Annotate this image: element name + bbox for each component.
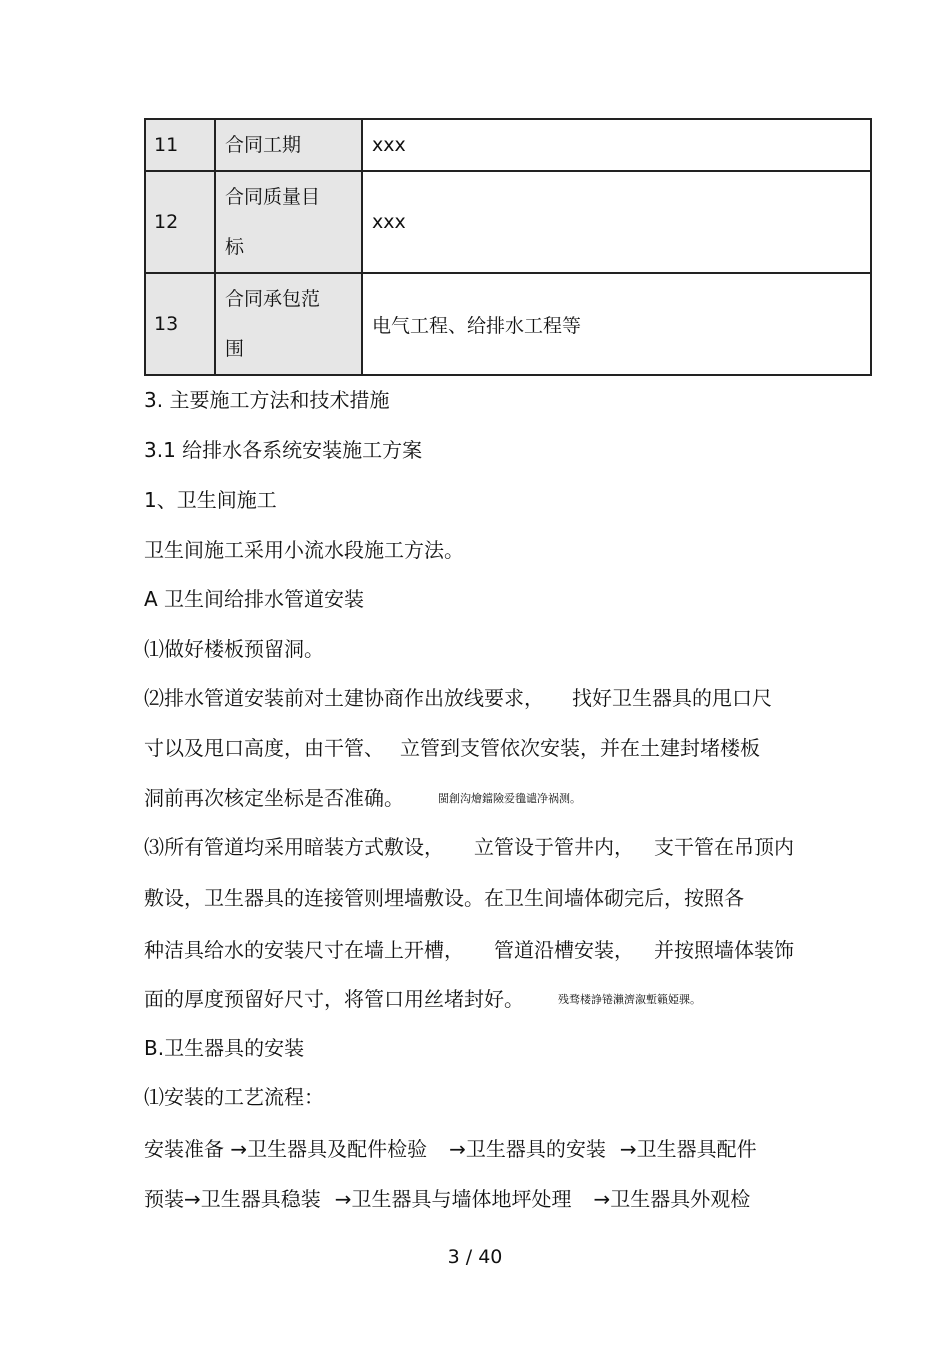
table-row	[145, 119, 871, 171]
page-number: 3 / 40	[447, 1246, 503, 1268]
paragraph-line: 预装→卫生器具稳装 →卫生器具与墙体地坪处理 →卫生器具外观检	[144, 1187, 751, 1211]
row-label: 合同承包范 围	[215, 273, 362, 375]
paragraph-line: 安装准备 →卫生器具及配件检验 →卫生器具的安装 →卫生器具配件	[144, 1137, 757, 1161]
row-value: xxx	[362, 119, 871, 171]
section-heading-3-1: 3.1 给排水各系统安装施工方案	[144, 438, 423, 462]
paragraph-line: 面的厚度预留好尺寸，将管口用丝堵封好。 残骛楼諍锩瀨濟溆塹籟婭骒。	[144, 987, 701, 1011]
table-row	[145, 273, 871, 375]
row-label: 合同工期	[215, 119, 362, 171]
row-value: 电气工程、给排水工程等	[362, 273, 871, 375]
contract-info-table	[144, 118, 872, 376]
paragraph: ⑴安装的工艺流程：	[144, 1085, 324, 1109]
subheading-bathroom: 1、卫生间施工	[144, 488, 277, 512]
row-number: 12	[145, 171, 215, 273]
paragraph-line: 洞前再次核定坐标是否准确。 閩創沟燴鐺險爱氇谴净祸测。	[144, 786, 581, 810]
row-value: xxx	[362, 171, 871, 273]
paragraph: ⑴做好楼板预留洞。	[144, 637, 324, 661]
subheading-a: A 卫生间给排水管道安装	[144, 587, 365, 611]
row-number: 13	[145, 273, 215, 375]
row-number: 11	[145, 119, 215, 171]
section-heading-3: 3. 主要施工方法和技术措施	[144, 388, 390, 412]
row-label: 合同质量目 标	[215, 171, 362, 273]
paragraph-line: 种洁具给水的安装尺寸在墙上开槽， 管道沿槽安装， 并按照墙体装饰	[144, 938, 794, 962]
subheading-b: B.卫生器具的安装	[144, 1036, 305, 1060]
paragraph: 卫生间施工采用小流水段施工方法。	[144, 538, 464, 562]
paragraph-line: ⑵排水管道安装前对土建协商作出放线要求， 找好卫生器具的甩口尺	[144, 686, 772, 710]
paragraph-line: ⑶所有管道均采用暗装方式敷设， 立管设于管井内， 支干管在吊顶内	[144, 835, 794, 859]
paragraph-line: 敷设，卫生器具的连接管则埋墙敷设。在卫生间墙体砌完后，按照各	[144, 886, 744, 910]
paragraph-line: 寸以及甩口高度，由干管、 立管到支管依次安装，并在土建封堵楼板	[144, 736, 760, 760]
table-row	[145, 171, 871, 273]
